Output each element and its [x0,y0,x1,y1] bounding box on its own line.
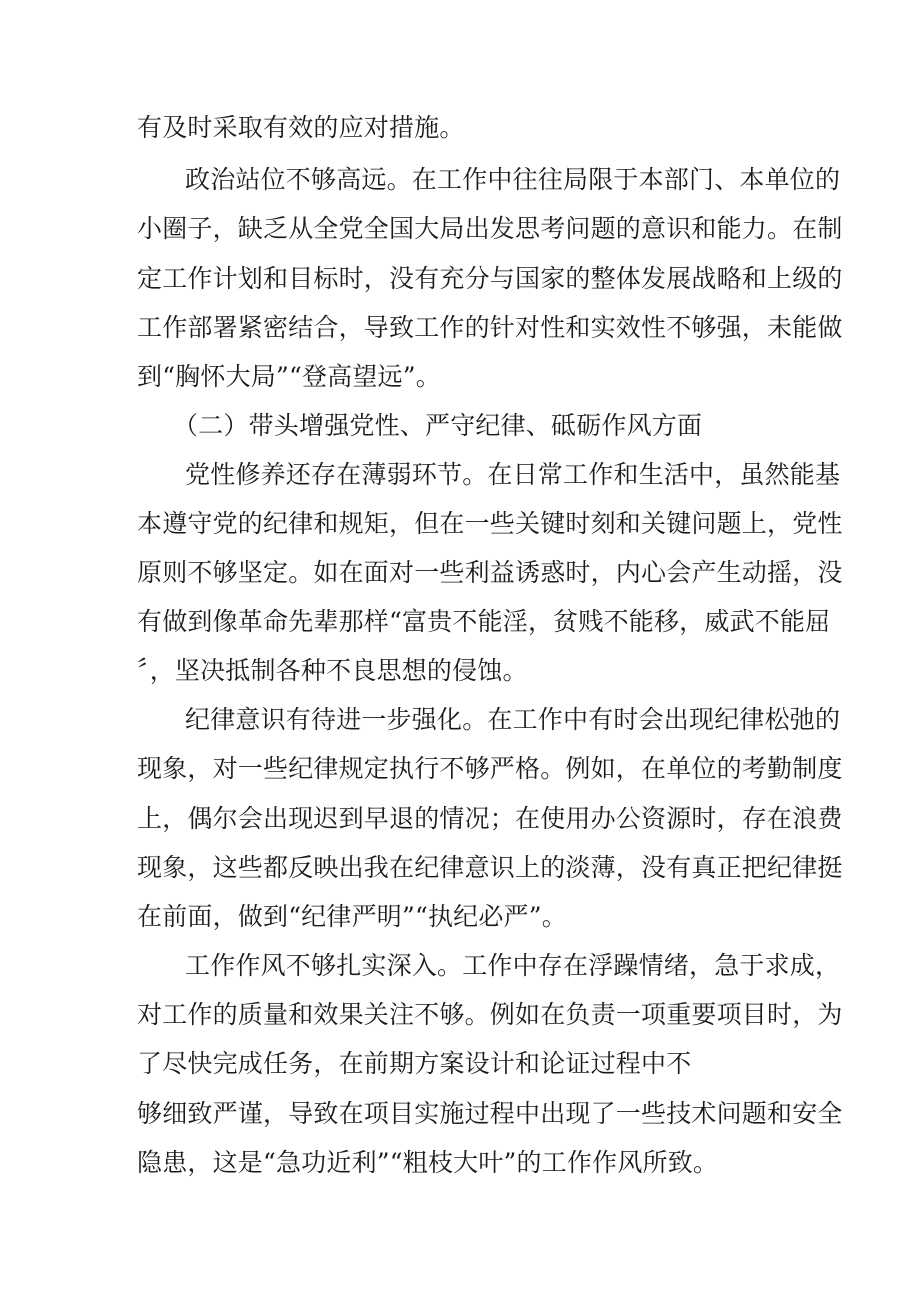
paragraph-discipline-line: 纪律意识有待进一步强化。在工作中有时会出现纪律松弛的 [185,705,841,734]
text-line: 原则不够坚定。如在面对一些利益诱惑时，内心会产生动摇，没 [137,558,843,587]
paragraph-party-spirit-line: 党性修养还存在薄弱环节。在日常工作和生活中，虽然能基 [185,460,841,489]
text-line: 对工作的质量和效果关注不够。例如在负责一项重要项目时，为 [137,1000,843,1029]
text-line: 本遵守党的纪律和规矩，但在一些关键时刻和关键问题上，党性 [137,509,843,538]
text-line: 小圈子，缺乏从全党全国大局出发思考问题的意识和能力。在制 [137,214,843,243]
text-line: 到“胸怀大局”“登高望远”。 [137,362,441,391]
text-line: 在前面，做到“纪律严明”“执纪必严”。 [137,902,567,931]
text-line: 现象，这些都反映出我在纪律意识上的淡薄，没有真正把纪律挺 [137,853,843,882]
text-line: 隐患，这是“急功近利”“粗枝大叶”的工作作风所致。 [137,1148,719,1177]
text-line: 有做到像革命先辈那样“富贵不能淫，贫贱不能移，威武不能屈 [137,607,831,636]
paragraph-work-style-line: 工作作风不够扎实深入。工作中存在浮躁情绪，急于求成， [185,951,841,980]
text-line: 定工作计划和目标时，没有充分与国家的整体发展战略和上级的 [137,264,843,293]
text-line: 〞，坚决抵制各种不良思想的侵蚀。 [137,656,528,685]
section-heading: （二）带头增强党性、严守纪律、砥砺作风方面 [173,411,703,440]
text-line: 有及时采取有效的应对措施。 [137,113,465,142]
text-line: 现象，对一些纪律规定执行不够严格。例如，在单位的考勤制度 [137,754,843,783]
text-line: 够细致严谨，导致在项目实施过程中出现了一些技术问题和安全 [137,1099,843,1128]
text-line: 工作部署紧密结合，导致工作的针对性和实效性不够强，未能做 [137,313,843,342]
paragraph-political-stance-line: 政治站位不够高远。在工作中往往局限于本部门、本单位的 [185,165,841,194]
text-line: 上，偶尔会出现迟到早退的情况；在使用办公资源时，存在浪费 [137,804,843,833]
text-line: 了尽快完成任务，在前期方案设计和论证过程中不 [137,1049,692,1078]
